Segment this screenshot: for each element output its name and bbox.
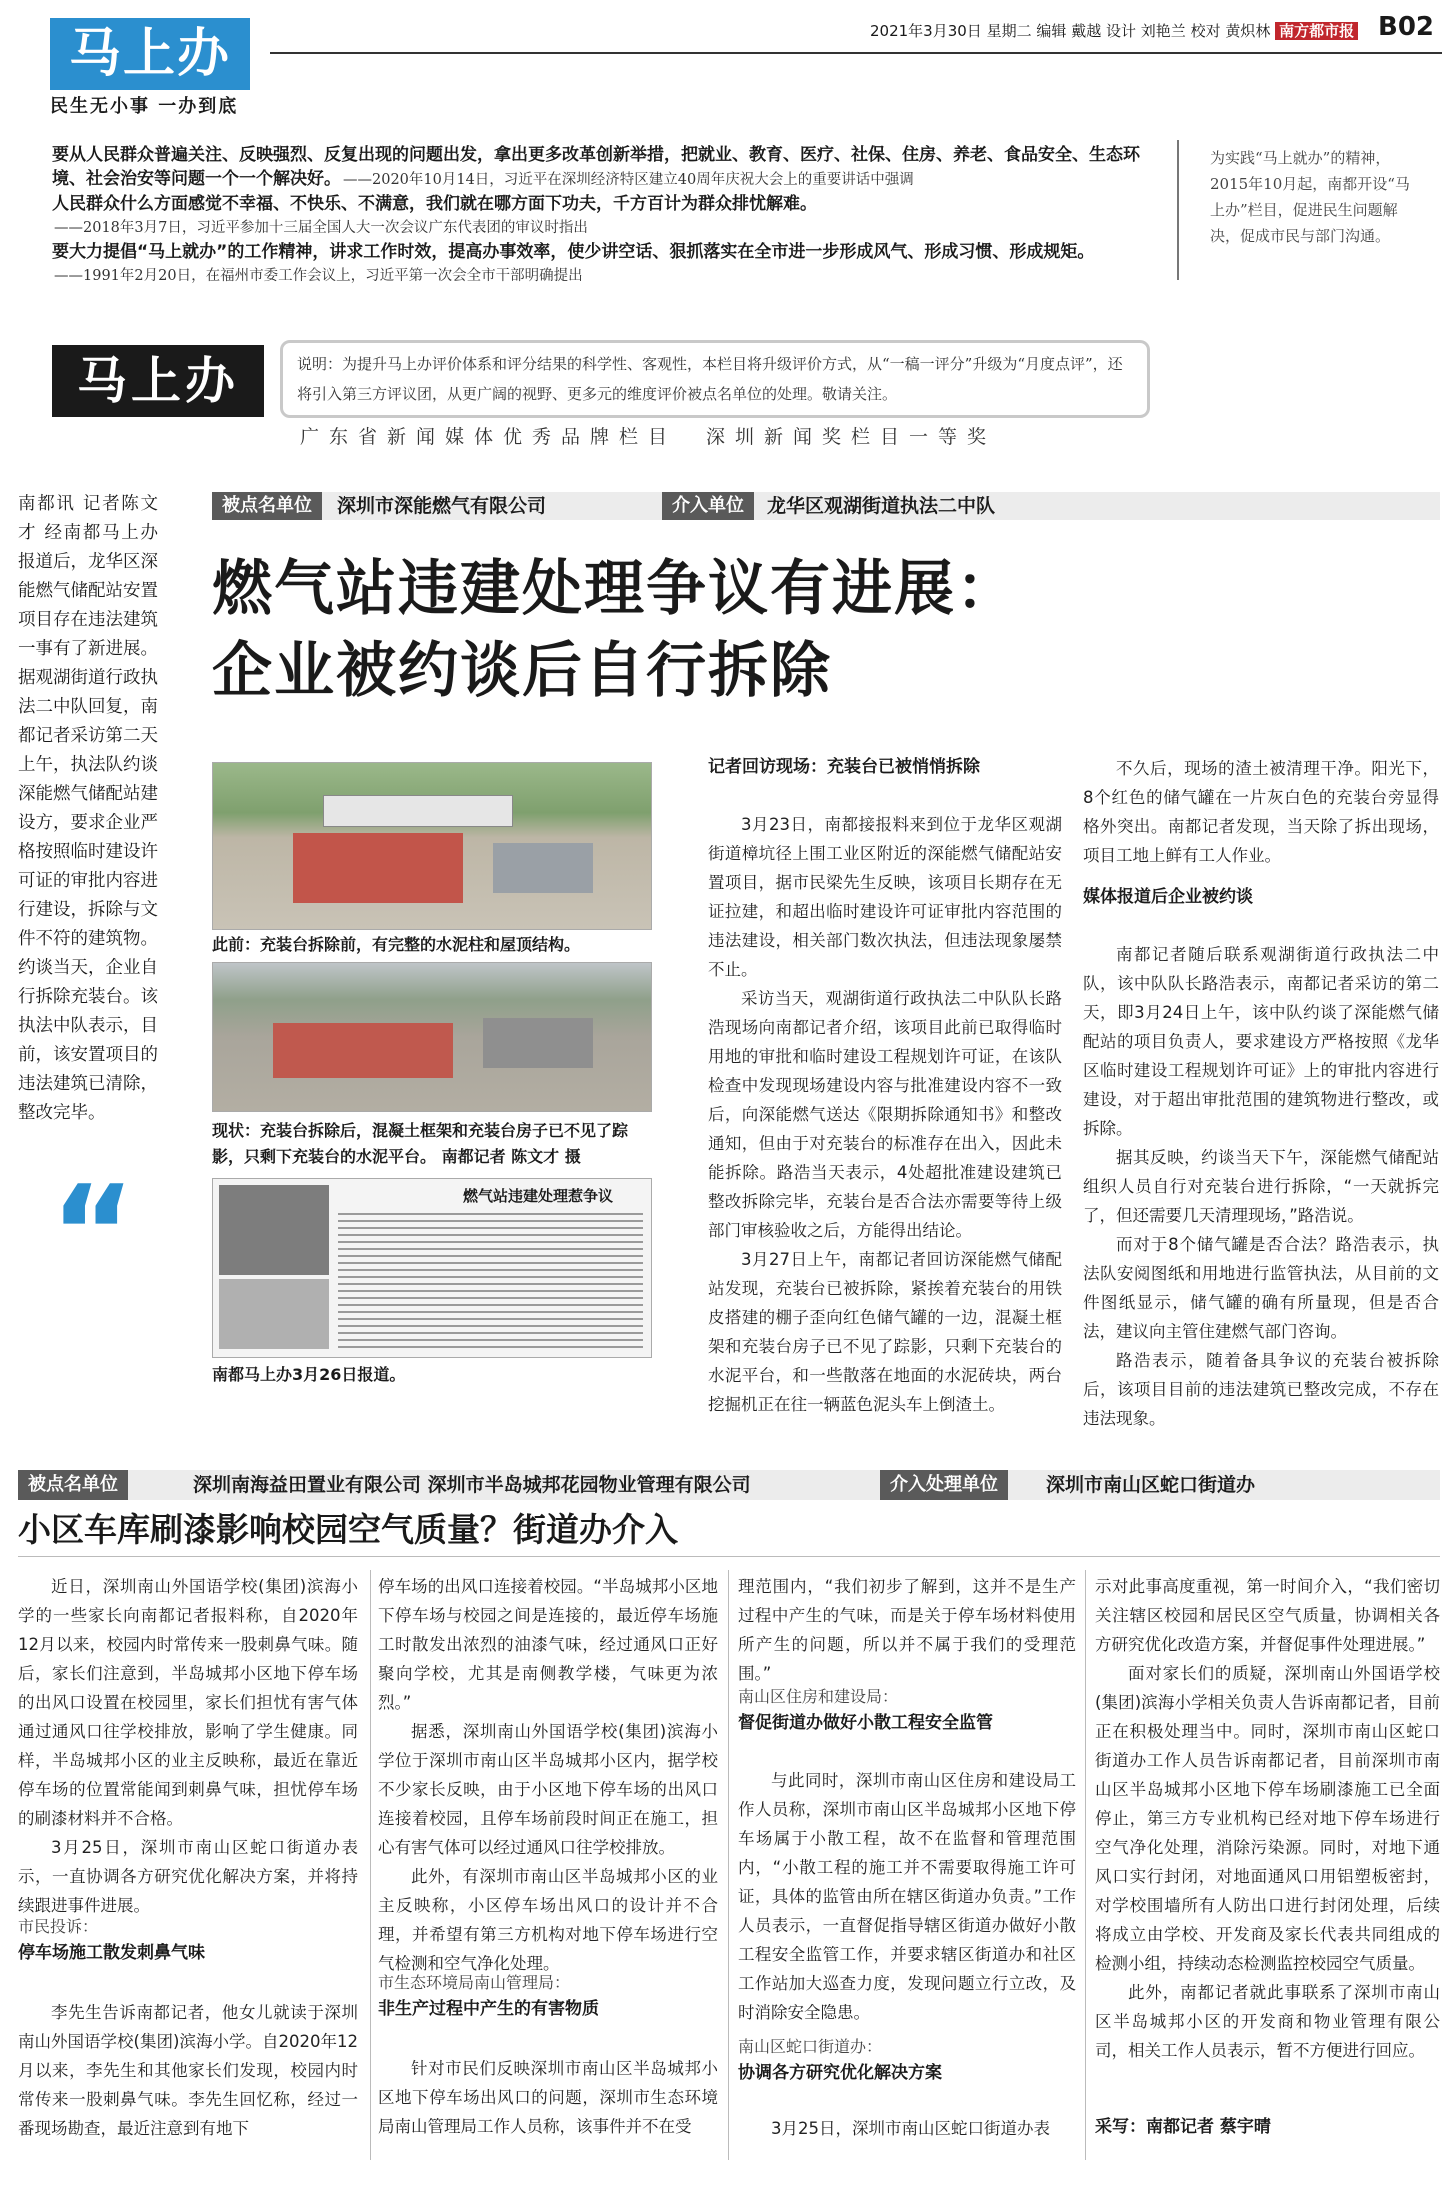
section-source: 市生态环境局南山管理局： xyxy=(378,1973,571,1992)
canopy-roof-shape xyxy=(323,795,513,827)
article1-unit-bar xyxy=(212,492,1440,520)
named-unit: 深圳市深能燃气有限公司 xyxy=(337,495,547,517)
clip-photo-shape xyxy=(219,1185,329,1275)
page-number: B02 xyxy=(1378,12,1434,42)
leader-quotes xyxy=(52,143,1162,288)
photo-before-demolition xyxy=(212,762,652,930)
section-source: 南山区住房和建设局： xyxy=(738,1687,899,1706)
column-divider xyxy=(728,1570,729,2160)
column-slogan: 民生无小事 一办到底 xyxy=(50,96,239,117)
quote-source: ——1991年2月20日，在福州市委工作会议上，习近平第一次会全市干部明确提出 xyxy=(54,268,583,284)
caption-before: 此前：充装台拆除前，有完整的水泥柱和屋顶结构。 xyxy=(212,935,581,954)
clip-text-lines xyxy=(338,1213,643,1349)
column-honors: 广东省新闻媒体优秀品牌栏目 深圳新闻奖栏目一等奖 xyxy=(300,426,997,448)
editor-name: 戴越 xyxy=(1071,22,1102,40)
designer-name: 刘艳兰 xyxy=(1140,22,1186,40)
brand-logo: 马上办 xyxy=(52,345,264,417)
article1-column: 南都记者随后联系观湖街道行政执法二中队，该中队队长路浩表示，南都记者采访的第二天，即3月24日上午，该中队约谈了深能燃气储配站的项目负责人，要求建设方严格按照《龙华区临时建设工程规划许可证》上的审批内容进行建设，对于超出审批范围的建筑物进行整改，或拆除。 据其反映，约谈当天下午，深能燃气储配站组织人员自行对充装台进行拆除，“一天就拆完了，但还需要几天清理现场，”路浩说。 而对于8个储气罐是否合法？路浩表示，执法队安阅图纸和用地进行监管执法，从目前的文件图纸显示，储气罐的确有所量现，但是否合法，建议向主管住建燃气部门咨询。 路浩表示，随着备具争议的充装台被拆除后，该项目目前的违法建筑已整改完成，不存在违法现象。 xyxy=(1083,945,1439,1428)
article1-column: 不久后，现场的渣土被清理干净。阳光下，8个红色的储气罐在一片灰白色的充装台旁显得格外突出。南都记者发现，当天除了拆出现场，项目工地上鲜有工人作业。 xyxy=(1083,759,1439,865)
explanation-note: 说明：为提升马上办评价体系和评分结果的科学性、客观性，本栏目将升级评价方式，从“一稿一评分”升级为“月度点评”，还将引入第三方评议团，从更广阔的视野、更多元的维度评价被点名单位的处理。敬请关注。 xyxy=(280,340,1150,418)
weekday: 星期二 xyxy=(986,22,1032,40)
headline-rule xyxy=(18,1556,1440,1557)
article2-column: 针对市民们反映深圳市南山区半岛城邦小区地下停车场出风口的问题，深圳市生态环境局南山管理局工作人员称，该事件并不在受 xyxy=(378,2059,718,2136)
quote-mark-icon: “ xyxy=(50,1157,136,1309)
article1-column: 3月23日，南都接报料来到位于龙华区观湖街道樟坑径上围工业区附近的深能燃气储配站安置项目，据市民梁先生反映，该项目长期存在无证拉建，和超出临时建设许可证审批内容范围的违法建设，相关部门数次执法，但违法现象屡禁不止。 采访当天，观湖街道行政执法二中队队长路浩现场向南都记者介绍，该项目此前已取得临时用地的审批和临时建设工程规划许可证，在该队检查中发现现场建设内容与批准建设内容不一致后，向深能燃气送达《限期拆除通知书》和整改通知，但由于对充装台的标准存在出入，因此未能拆除。路浩当天表示，4处超批准建设建筑已整改拆除完毕，充装台是否合法亦需要等待上级部门审核验收之后，方能得出结论。 3月27日上午，南都记者回访深能燃气储配站发现，充装台已被拆除，紧挨着充装台的用铁皮搭建的棚子歪向红色储气罐的一边，混凝土框架和充装台房子已不见了踪影，只剩下充装台的水泥平台，和一些散落在地面的水泥砖块，两台挖掘机正在往一辆蓝色泥头车上倒渣土。 xyxy=(708,815,1062,1414)
column-divider xyxy=(370,1570,371,2160)
intro-divider xyxy=(1177,140,1179,280)
article2-byline: 采写：南都记者 蔡宇晴 xyxy=(1095,2117,1271,2137)
section-subhead: 协调各方研究优化解决方案 xyxy=(738,2063,942,2083)
named-units: 深圳南海益田置业有限公司 深圳市半岛城邦花园物业管理有限公司 xyxy=(193,1474,751,1496)
section-subhead: 停车场施工散发刺鼻气味 xyxy=(18,1943,205,1963)
section-source: 市民投诉： xyxy=(18,1917,99,1936)
article1-headline: 燃气站违建处理争议有进展： 企业被约谈后自行拆除 xyxy=(212,554,1018,706)
section-subhead: 督促街道办做好小散工程安全监管 xyxy=(738,1713,993,1733)
issue-date: 2021年3月30日 xyxy=(870,22,982,40)
article1-subhead: 媒体报道后企业被约谈 xyxy=(1083,887,1253,907)
proofreader-name: 黄炽林 xyxy=(1225,22,1271,40)
named-unit-label: 被点名单位 xyxy=(18,1470,128,1500)
article2-column: 3月25日，深圳市南山区蛇口街道办表 xyxy=(771,2119,1050,2138)
article2-column: 理范围内，“我们初步了解到，这并不是生产过程中产生的气味，而是关于停车场材料使用所产生的问题，所以并不属于我们的受理范围。” xyxy=(738,1577,1076,1683)
handle-unit: 深圳市南山区蛇口街道办 xyxy=(1046,1474,1256,1496)
red-tanks-shape xyxy=(293,833,463,903)
quote-block: 人民群众什么方面感觉不幸福、不快乐、不满意，我们就在哪方面下功夫，千方百计为群众排忧解难。 xyxy=(52,194,817,214)
header-info: 2021年3月30日 星期二 编辑 戴越 设计 刘艳兰 校对 黄炽林 南方都市报 xyxy=(870,18,1358,44)
rubble-shape xyxy=(483,1018,593,1068)
quote-block: 要大力提倡“马上就办”的工作精神，讲求工作时效，提高办事效率，使少讲空话、狠抓落实在全市进一步形成风气、形成习惯、形成规矩。 xyxy=(52,242,1095,262)
handle-unit-label: 介入处理单位 xyxy=(880,1470,1008,1500)
building-shape xyxy=(493,843,593,893)
column-intro: 为实践“马上就办”的精神，2015年10月起，南都开设“马上办”栏目，促进民生问题解决，促成市民与部门沟通。 xyxy=(1210,149,1410,245)
article1-lede: 南都讯 记者陈文才 经南都马上办报道后，龙华区深能燃气储配站安置项目存在违法建筑一事有了新进展。据观湖街道行政执法二中队回复，南都记者采访第二天上午，执法队约谈深能燃气储配站建设方，要求企业严格按照临时建设许可证的审批内容进行建设，拆除与文件不符的建筑物。约谈当天，企业自行拆除充装台。该执法中队表示，目前，该安置项目的违法建筑已清除，整改完毕。 xyxy=(18,494,158,1123)
article2-headline: 小区车库刷漆影响校园空气质量？街道办介入 xyxy=(18,1510,678,1549)
caption-clip: 南都马上办3月26日报道。 xyxy=(212,1365,406,1384)
quote-block: 要从人民群众普遍关注、反映强烈、反复出现的问题出发，拿出更多改革创新举措，把就业、教育、医疗、社保、住房、养老、食品安全、生态环境、社会治安等问题一个一个解决好。 ——2020年10月14日，习近平在深圳经济特区建立40周年庆祝大会上的重要讲话中强调 xyxy=(52,145,1140,189)
clip-photo-shape xyxy=(219,1279,329,1349)
article1-subhead: 记者回访现场：充装台已被悄悄拆除 xyxy=(708,757,980,777)
article2-column: 停车场的出风口连接着校园。“半岛城邦小区地下停车场与校园之间是连接的，最近停车场施工时散发出浓烈的油漆气味，经过通风口正好聚向学校，尤其是南侧教学楼，气味更为浓烈。” 据悉，深圳南山外国语学校(集团)滨海小学位于深圳市南山区半岛城邦小区内，据学校不少家长反映，由于小区地下停车场的出风口连接着校园，且停车场前段时间正在施工，担心有害气体可以经过通风口往学校排放。 此外，有深圳市南山区半岛城邦小区的业主反映称，小区停车场出风口的设计并不合理，并希望有第三方机构对地下停车场进行空气检测和空气净化处理。 xyxy=(378,1577,718,1973)
article2-column: 示对此事高度重视，第一时间介入，“我们密切关注辖区校园和居民区空气质量，协调相关各方研究优化改造方案，并督促事件处理进展。” 面对家长们的质疑，深圳南山外国语学校(集团)滨海小学相关负责人告诉南都记者，目前正在积极处理当中。同时，深圳市南山区蛇口街道办工作人员告诉南都记者，目前深圳市南山区半岛城邦小区地下停车场刷漆施工已全面停止，第三方专业机构已经对地下停车场进行空气净化处理，消除污染源。同时，对地下通风口实行封闭，对地面通风口用铝塑板密封，对学校围墙所有人防出口进行封闭处理，后续将成立由学校、开发商及家长代表共同组成的检测小组，持续动态检测监控校园空气质量。 此外，南都记者就此事联系了深圳市南山区半岛城邦小区的开发商和物业管理有限公司，相关工作人员表示，暂不方便进行回应。 xyxy=(1095,1577,1440,2060)
intervene-unit-label: 介入单位 xyxy=(662,492,754,520)
column-logo: 马上办 xyxy=(50,18,250,90)
article2-column: 与此同时，深圳市南山区住房和建设局工作人员称，深圳市南山区半岛城邦小区地下停车场属于小散工程，故不在监督和管理范围内，“小散工程的施工并不需要取得施工许可证，具体的监管由所在辖区街道办负责。”工作人员表示，一直督促指导辖区街道办做好小散工程安全监管工作，并要求辖区街道办和社区工作站加大巡查力度，发现问题立行立改，及时消除安全隐患。 xyxy=(738,1771,1076,2022)
article2-column: 李先生告诉南都记者，他女儿就读于深圳南山外国语学校(集团)滨海小学。自2020年12月以来，李先生和其他家长们发现，校园内时常传来一股刺鼻气味。李先生回忆称，经过一番现场勘查，最近注意到有地下 xyxy=(18,2003,358,2138)
article2-column: 近日，深圳南山外国语学校(集团)滨海小学的一些家长向南都记者报料称，自2020年12月以来，校园内时常传来一股刺鼻气味。随后，家长们注意到，半岛城邦小区地下停车场的出风口设置在校园里，家长们担忧有害气体通过通风口往学校排放，影响了学生健康。同样，半岛城邦小区的业主反映称，最近在靠近停车场的位置常能闻到刺鼻气味，担忧停车场的刷漆材料并不合格。 3月25日，深圳市南山区蛇口街道办表示，一直协调各方研究优化解决方案，并将持续跟进事件进展。 xyxy=(18,1577,358,1915)
clip-title: 燃气站违建处理惹争议 xyxy=(463,1187,614,1205)
newspaper-clipping xyxy=(212,1178,652,1358)
caption-now: 现状：充装台拆除后，混凝土框架和充装台房子已不见了踪影，只剩下充装台的水泥平台。 南都记者 陈文才 摄 xyxy=(212,1121,629,1166)
quote-source: ——2018年3月7日，习近平参加十三届全国人大一次会议广东代表团的审议时指出 xyxy=(54,220,588,236)
header-divider xyxy=(270,52,1442,54)
section-source: 南山区蛇口街道办： xyxy=(738,2037,883,2056)
intervene-unit: 龙华区观湖街道执法二中队 xyxy=(767,495,996,517)
named-unit-label: 被点名单位 xyxy=(212,492,322,520)
article2-unit-bar xyxy=(18,1470,1440,1500)
photo-after-demolition xyxy=(212,962,652,1112)
section-subhead: 非生产过程中产生的有害物质 xyxy=(378,1999,599,2019)
newspaper-logo: 南方都市报 xyxy=(1275,22,1358,40)
red-tanks-shape xyxy=(273,1023,453,1078)
column-divider xyxy=(1085,1570,1086,2160)
